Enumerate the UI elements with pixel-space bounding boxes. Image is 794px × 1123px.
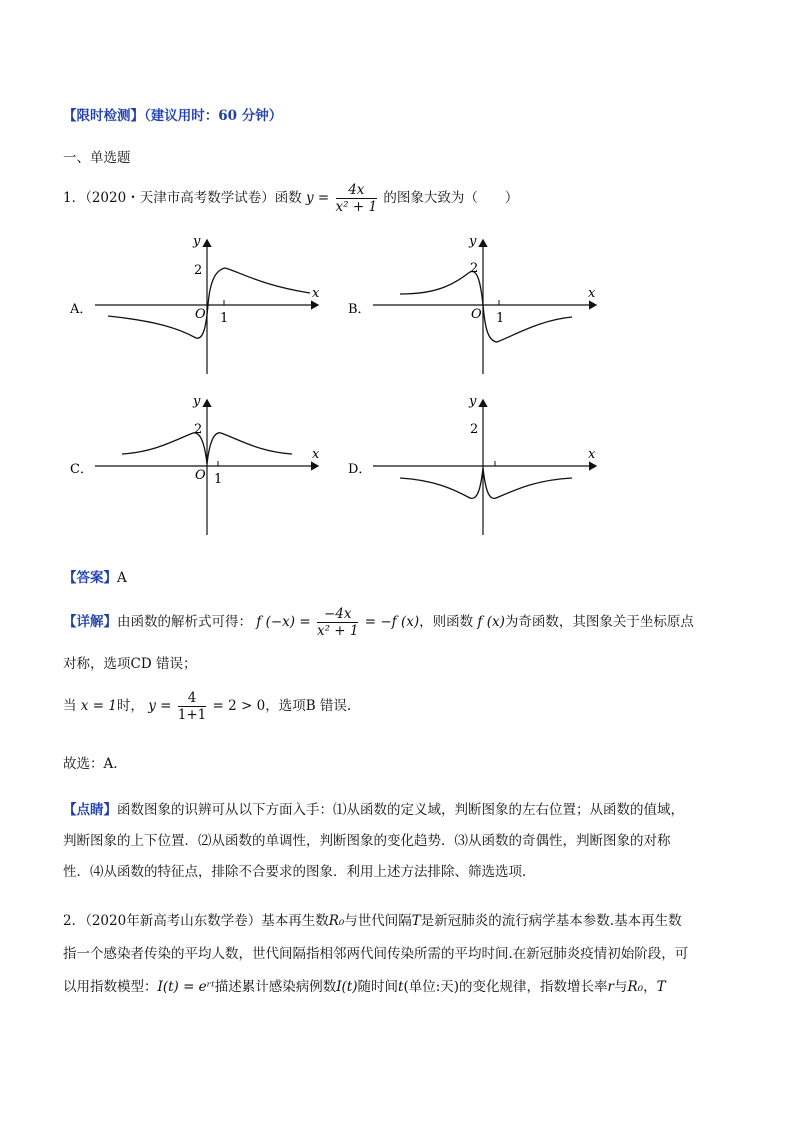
- header-suggestion: （建议用时：60 分钟）: [144, 108, 283, 124]
- q1-func-numerator: 4x: [336, 182, 378, 199]
- q1-number: 1．: [63, 190, 86, 206]
- detail-tag: 【详解】: [63, 614, 117, 630]
- detail-expr-denominator: x² + 1: [316, 623, 359, 639]
- q2-It: I(t): [336, 979, 358, 995]
- y-label: y: [469, 394, 477, 409]
- origin-label: O: [195, 307, 206, 322]
- option-b-label: B．: [348, 302, 371, 317]
- q2-text: 与世代间隔: [344, 913, 412, 929]
- q1-detail-line3: [63, 690, 351, 723]
- y-label: y: [193, 234, 201, 249]
- q2-text: ，: [643, 979, 657, 995]
- detail-text: 由函数的解析式可得：: [117, 614, 252, 630]
- q2-text: 2．（2020年新高考山东数学卷）基本再生数: [63, 913, 329, 929]
- q1-detail-line1: [63, 606, 694, 639]
- q2-text: 与: [614, 979, 628, 995]
- section-title: 一、单选题: [63, 150, 131, 166]
- q2-text: 描述累计感染病例数: [214, 979, 337, 995]
- q1-tail: 的图象大致为（ ）: [383, 190, 519, 206]
- y-label: y: [193, 394, 201, 409]
- detail-fx: f (x): [477, 614, 505, 630]
- q1-detail-line2: 对称，选项CD 错误；: [63, 656, 197, 672]
- q2-r: r: [607, 979, 614, 995]
- option-c-label: C．: [70, 462, 93, 477]
- detail-text: 当: [63, 698, 77, 714]
- detail-y-result: = 2 > 0: [212, 698, 266, 714]
- detail-expr-right: = −f (x): [364, 614, 420, 630]
- detail-text: 时，: [116, 698, 144, 714]
- q2-T: T: [411, 913, 421, 929]
- tick-x-label: 1: [214, 472, 223, 487]
- q1-func-denominator: x² + 1: [335, 199, 378, 215]
- detail-expr-left: f (−x) =: [256, 614, 311, 630]
- header-bracket-title: 【限时检测】: [63, 108, 144, 124]
- q2-t: t: [398, 979, 404, 995]
- detail-x-eq: x = 1: [80, 698, 117, 714]
- q1-stem: [63, 182, 518, 215]
- x-label: x: [312, 286, 320, 301]
- detail-expr-numerator: −4x: [317, 606, 359, 623]
- q2-text: 是新冠肺炎的流行病学基本参数.基本再生数: [420, 913, 682, 929]
- detail-y-eq: y =: [148, 698, 172, 714]
- curve: [400, 271, 572, 342]
- tick-y-label: 2: [194, 263, 203, 278]
- q1-answer: [63, 566, 127, 586]
- detail-text: ，则函数: [419, 614, 474, 630]
- q1-func-fraction: [336, 182, 378, 215]
- q1-graphs: [60, 228, 620, 548]
- answer-value: A: [117, 570, 127, 586]
- tip-text: 函数图象的识辨可从以下方面入手：⑴从函数的定义域，判断图象的左右位置；从函数的值域，: [117, 802, 684, 818]
- tick-y-label: 2: [194, 422, 203, 437]
- option-b-graph[interactable]: [348, 234, 596, 374]
- q1-tip-line3: 性．⑷从函数的特征点，排除不合要求的图象．利用上述方法排除、筛选选项．: [63, 864, 536, 880]
- q2-line2: 指一个感染者传染的平均人数，世代间隔指相邻两代间传染所需的平均时间.在新冠肺炎疫情初始阶段，可: [63, 946, 689, 962]
- option-a-label: A．: [70, 302, 93, 317]
- q2-r0: R₀: [627, 979, 644, 995]
- y-label: y: [469, 234, 477, 249]
- option-a-graph[interactable]: [69, 234, 320, 374]
- q2-model: I(t) = eʳᵗ: [157, 979, 215, 995]
- tick-x-label: 1: [220, 311, 229, 326]
- q1-conclusion: 故选：A.: [63, 756, 118, 772]
- q1-source: （2020・天津市高考数学试卷）函数: [85, 190, 302, 206]
- detail-text: 为奇函数，其图象关于坐标原点: [504, 614, 694, 630]
- option-c-graph[interactable]: [70, 394, 320, 535]
- q2-text: 以用指数模型：: [63, 979, 158, 995]
- q1-func-y: y =: [306, 190, 330, 206]
- detail-y-numerator: 4: [178, 690, 207, 707]
- curve: [108, 268, 310, 338]
- detail-expr-fraction: [317, 606, 359, 639]
- q2-line3: [63, 975, 666, 995]
- q2-line1: [63, 909, 682, 929]
- detail-text: ，选项B 错误.: [265, 698, 352, 714]
- tick-x-label: 1: [496, 311, 505, 326]
- tick-y-label: 2: [470, 261, 479, 276]
- option-d-label: D．: [348, 462, 372, 477]
- tick-y-label: 2: [470, 422, 479, 437]
- x-label: x: [312, 447, 320, 462]
- x-label: x: [588, 286, 596, 301]
- option-d-graph[interactable]: [348, 394, 596, 535]
- answer-tag: 【答案】: [63, 570, 117, 586]
- q2-T: T: [656, 979, 666, 995]
- origin-label: O: [471, 307, 482, 322]
- q1-tip-line1: [63, 798, 684, 818]
- q1-tip-line2: 判断图象的上下位置．⑵从函数的单调性，判断图象的变化趋势．⑶从函数的奇偶性，判断图象的对称: [63, 833, 671, 849]
- section-header: [63, 104, 282, 124]
- x-label: x: [588, 447, 596, 462]
- tip-tag: 【点睛】: [63, 802, 117, 818]
- detail-y-fraction: [178, 690, 207, 723]
- curve: [400, 468, 572, 498]
- q2-r0: R₀: [328, 913, 345, 929]
- origin-label: O: [195, 468, 206, 483]
- q2-text: 随时间: [357, 979, 398, 995]
- q2-text: (单位:天)的变化规律，指数增长率: [403, 979, 608, 995]
- detail-y-denominator: 1+1: [177, 707, 207, 723]
